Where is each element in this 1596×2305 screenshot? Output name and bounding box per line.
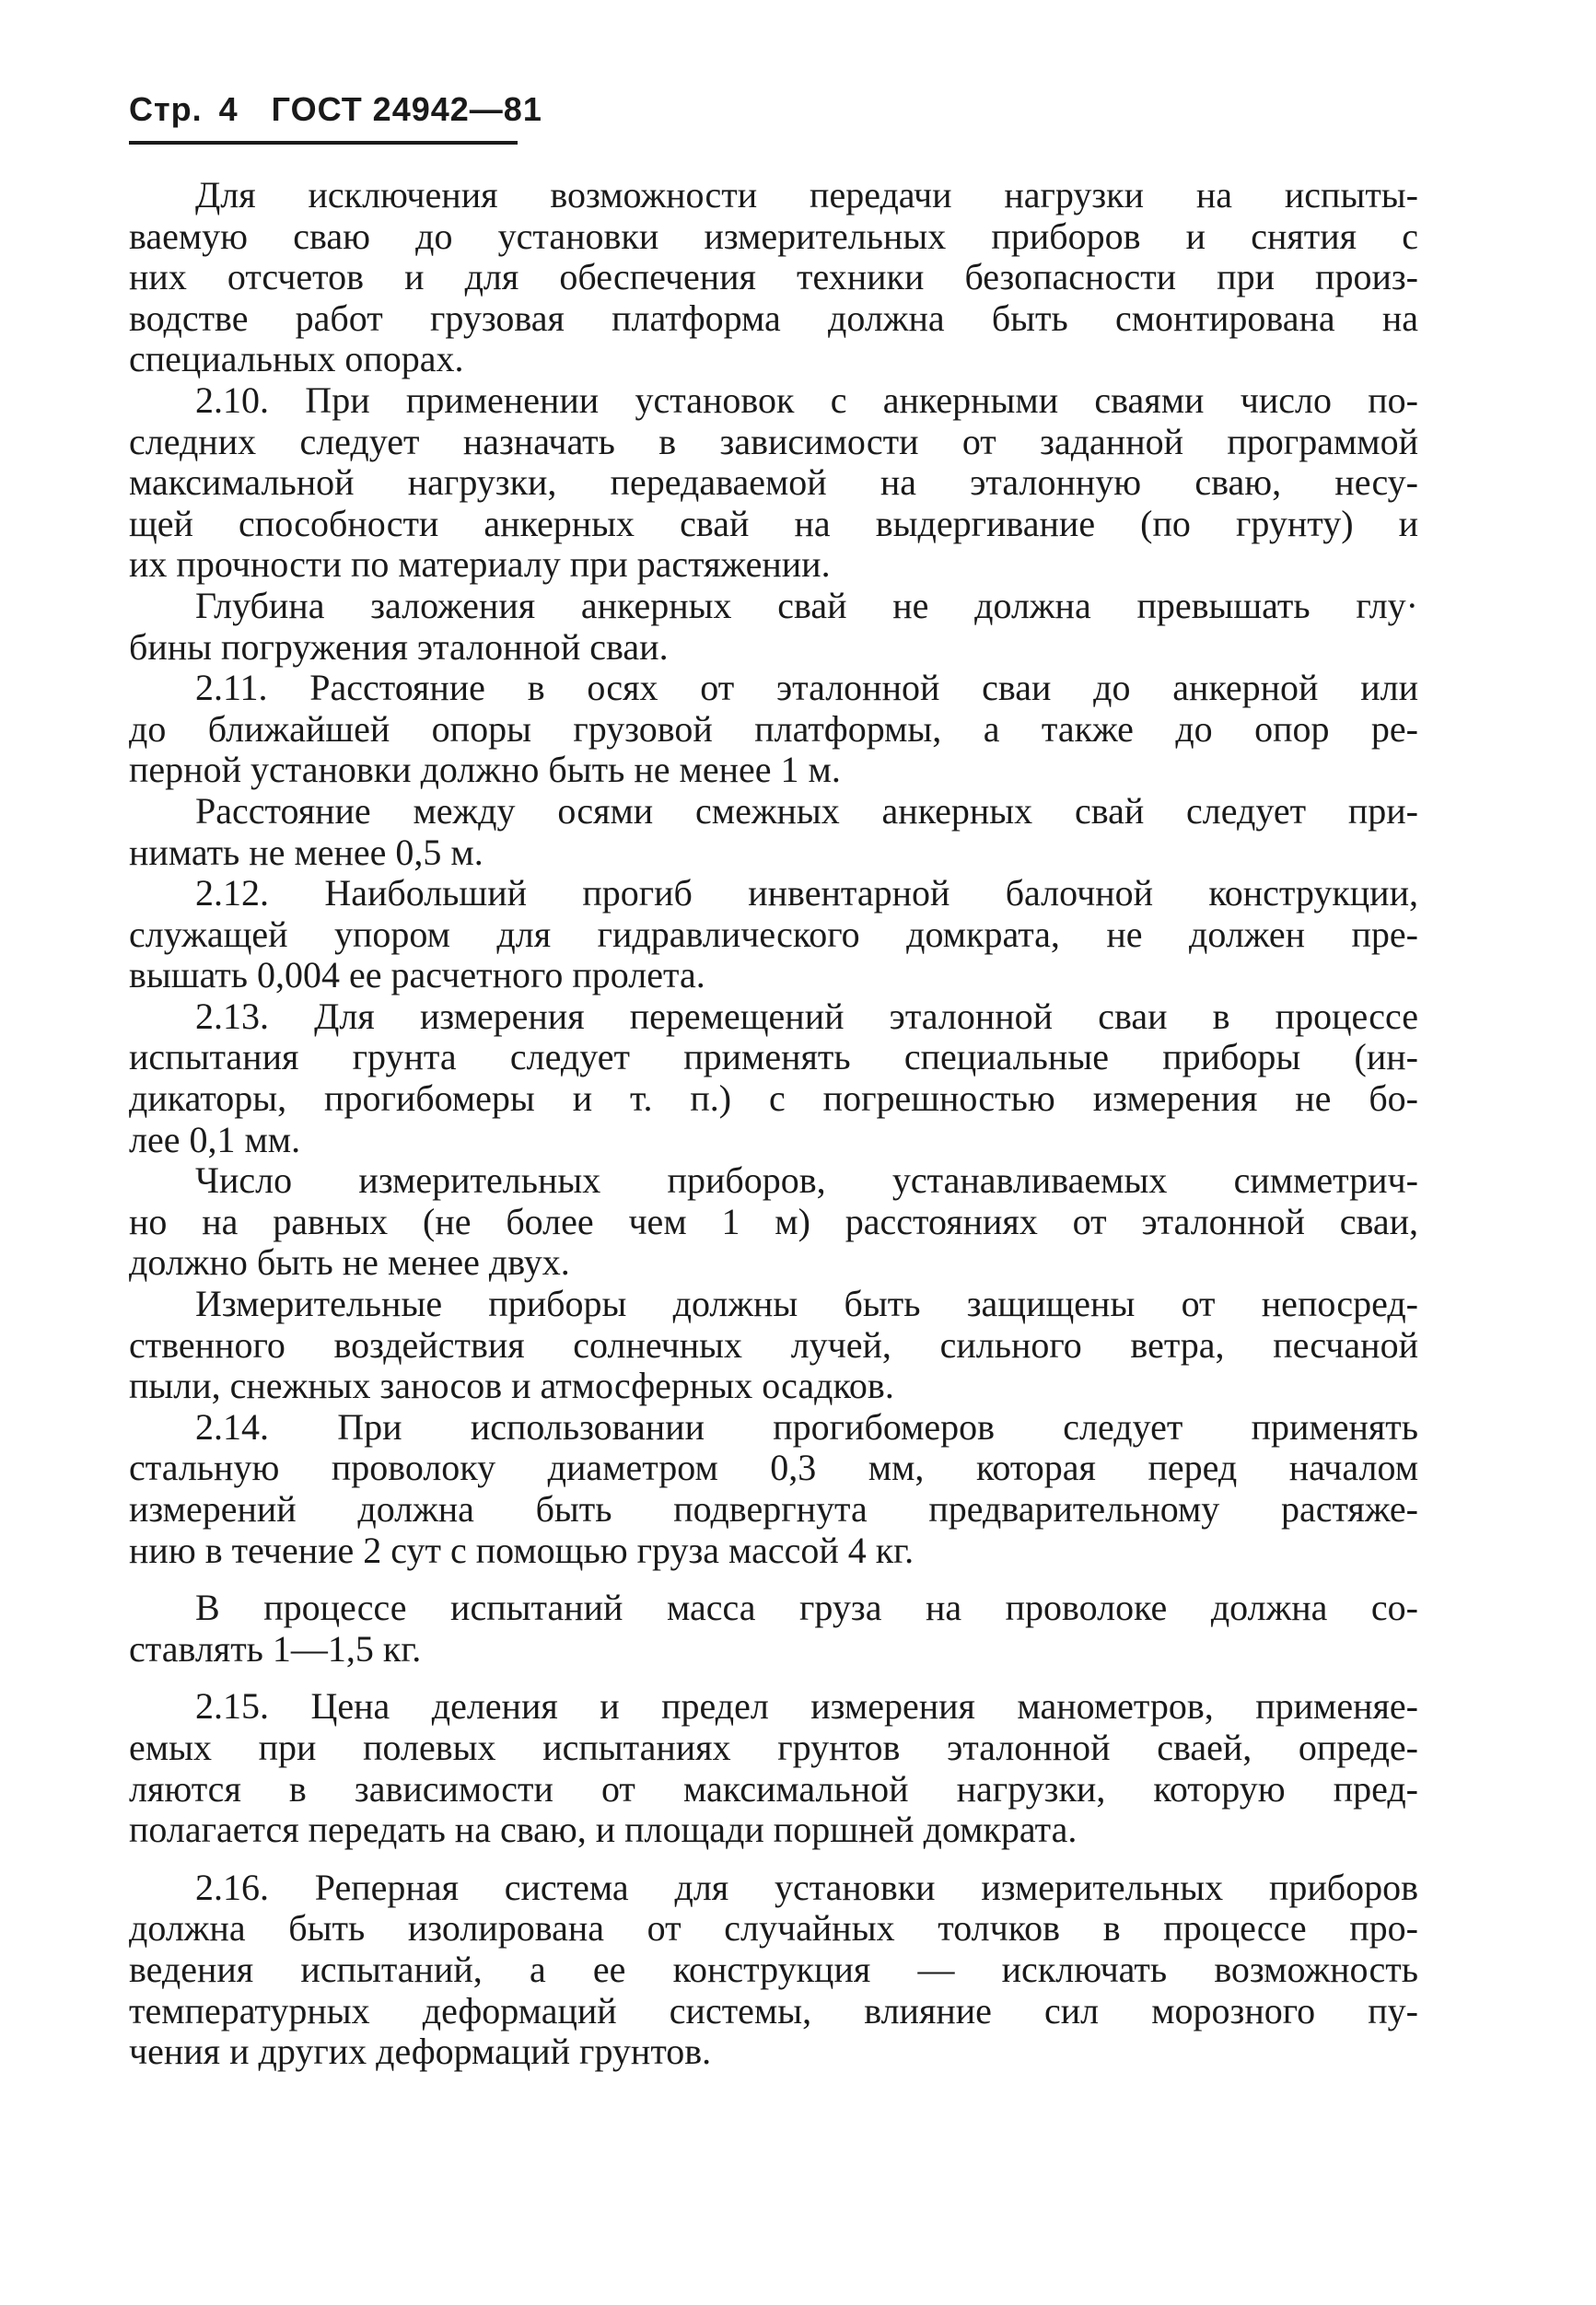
text-line: испытания грунта следует применять специальные приборы (ин- — [129, 1037, 1418, 1078]
text-line: их прочности по материалу при растяжении. — [129, 544, 831, 586]
paragraph — [129, 175, 1418, 380]
text-line: ственного воздействия солнечных лучей, сильного ветра, песчаной — [129, 1324, 1418, 1366]
text-line: следних следует назначать в зависимости от заданной программой — [129, 421, 1418, 462]
text-line: Для исключения возможности передачи нагрузки на испыты- — [195, 175, 1418, 215]
text-line: ляются в зависимости от максимальной нагрузки, которую пред- — [129, 1768, 1418, 1810]
standard-designation: ГОСТ 24942—81 — [271, 90, 542, 128]
text-line: Измерительные приборы должны быть защищены от непосред- — [195, 1284, 1418, 1325]
text-line: водстве работ грузовая платформа должна быть смонтирована на — [129, 297, 1418, 339]
text-line: специальных опорах. — [129, 339, 464, 380]
paragraph — [129, 1407, 1418, 1571]
text-line: чения и других деформаций грунтов. — [129, 2031, 712, 2073]
text-line: 2.12. Наибольший прогиб инвентарной балочной конструкции, — [195, 873, 1418, 914]
text-line: бины погружения эталонной сваи. — [129, 626, 669, 668]
text-line: ставлять 1—1,5 кг. — [129, 1628, 422, 1670]
text-line: Глубина заложения анкерных свай не должна превышать глу· — [195, 585, 1418, 626]
text-line: Число измерительных приборов, устанавливаемых симметрич- — [195, 1160, 1418, 1202]
text-line: стальную проволоку диаметром 0,3 мм, которая перед началом — [129, 1448, 1418, 1489]
text-line: но на равных (не более чем 1 м) расстояниях от эталонной сваи, — [129, 1201, 1418, 1242]
paragraph — [129, 1686, 1418, 1850]
paragraph — [129, 873, 1418, 996]
text-line: измерений должна быть подвергнута предварительному растяже- — [129, 1489, 1418, 1530]
paragraph — [129, 586, 1418, 668]
document-body — [129, 175, 1418, 2073]
paragraph — [129, 380, 1418, 586]
text-line: нимать не менее 0,5 м. — [129, 832, 483, 873]
text-line: лее 0,1 мм. — [129, 1119, 301, 1160]
text-line: ваемую сваю до установки измерительных приборов и снятия с — [129, 215, 1418, 257]
text-line: них отсчетов и для обеспечения техники безопасности при произ- — [129, 257, 1418, 298]
text-line: служащей упором для гидравлического домкрата, не должен пре- — [129, 914, 1418, 955]
text-line: полагается передать на сваю, и площади поршней домкрата. — [129, 1810, 1078, 1851]
paragraph — [129, 668, 1418, 791]
paragraph — [129, 791, 1418, 873]
text-line: перной установки должно быть не менее 1 м. — [129, 750, 841, 791]
text-line: ведения испытаний, а ее конструкция — исключать возможность — [129, 1949, 1418, 1990]
text-line: Расстояние между осями смежных анкерных свай следует при- — [195, 790, 1418, 832]
text-line: 2.15. Цена деления и предел измерения манометров, применяе- — [195, 1686, 1418, 1728]
text-line: должна быть изолирована от случайных толчков в процессе про- — [129, 1908, 1418, 1950]
page-label: Стр. — [129, 90, 203, 128]
header-rule — [129, 141, 518, 145]
page-header — [129, 90, 542, 129]
text-line: дикаторы, прогибомеры и т. п.) с погрешностью измерения не бо- — [129, 1078, 1418, 1120]
text-line: пыли, снежных заносов и атмосферных осадков. — [129, 1366, 894, 1407]
text-line: температурных деформаций системы, влияние сил морозного пу- — [129, 1990, 1418, 2031]
paragraph — [129, 1284, 1418, 1407]
paragraph — [129, 1868, 1418, 2073]
text-line: 2.13. Для измерения перемещений эталонной сваи в процессе — [195, 995, 1418, 1037]
paragraph — [129, 1588, 1418, 1670]
text-line: В процессе испытаний масса груза на проволоке должна со- — [195, 1588, 1418, 1629]
text-line: емых при полевых испытаниях грунтов эталонной сваей, опреде- — [129, 1727, 1418, 1768]
text-line: 2.11. Расстояние в осях от эталонной сваи до анкерной или — [195, 668, 1418, 709]
text-line: 2.14. При использовании прогибомеров следует применять — [195, 1406, 1418, 1448]
text-line: максимальной нагрузки, передаваемой на эталонную сваю, несу- — [129, 462, 1418, 504]
text-line: 2.10. При применении установок с анкерными сваями число по- — [195, 379, 1418, 421]
text-line: вышать 0,004 ее расчетного пролета. — [129, 955, 705, 996]
text-line: до ближайшей опоры грузовой платформы, а также до опор ре- — [129, 708, 1418, 750]
paragraph — [129, 1160, 1418, 1284]
text-line: должно быть не менее двух. — [129, 1242, 570, 1284]
paragraph — [129, 996, 1418, 1160]
page-number: 4 — [218, 90, 239, 128]
text-line: нию в течение 2 сут с помощью груза массой 4 кг. — [129, 1530, 914, 1571]
text-line: 2.16. Реперная система для установки измерительных приборов — [195, 1867, 1418, 1908]
text-line: щей способности анкерных свай на выдергивание (по грунту) и — [129, 503, 1418, 544]
